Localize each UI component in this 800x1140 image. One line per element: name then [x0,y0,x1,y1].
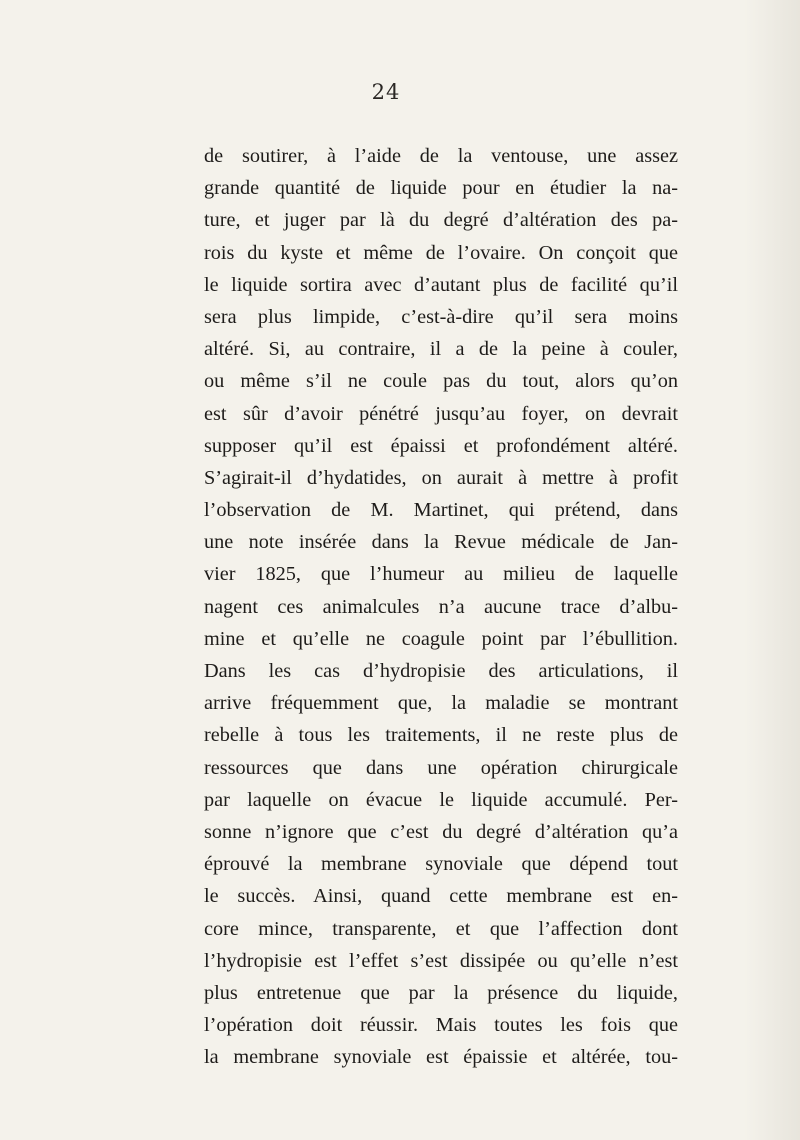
text-line: Dans les cas d’hydropisie des articulations, il [204,660,678,682]
text-line: rebelle à tous les traitements, il ne reste plus de [204,724,678,747]
text-line: ture, et juger par là du degré d’altération des pa- [204,209,678,232]
text-line: supposer qu’il est épaissi et profondément altéré. [204,434,678,457]
text-line: sera plus limpide, c’est-à-dire qu’il sera moins [204,305,678,328]
text-line: la membrane synoviale est épaissie et altérée, tou- [204,1046,678,1069]
text-line: ressources que dans une opération chirurgicale [204,756,678,779]
text-line: éprouvé la membrane synoviale que dépend tout [204,853,678,876]
text-line: core mince, transparente, et que l’affection dont [204,917,678,940]
text-line: ou même s’il ne coule pas du tout, alors qu’on [204,370,678,393]
page-number: 24 [371,80,401,104]
text-line: sonne n’ignore que c’est du degré d’altération qu’a [204,820,678,843]
text-line: grande quantité de liquide pour en étudier la na- [204,177,678,200]
text-line: une note insérée dans la Revue médicale de Jan- [204,531,678,554]
text-line: vier 1825, que l’humeur au milieu de laquelle [204,563,678,586]
text-line: S’agirait-il d’hydatides, on aurait à mettre à profit [204,466,678,489]
text-line: altéré. Si, au contraire, il a de la peine à couler, [204,338,678,361]
text-line: mine et qu’elle ne coagule point par l’ébullition. [204,627,678,650]
text-line: est sûr d’avoir pénétré jusqu’au foyer, on devrait [204,402,678,425]
text-line: l’hydropisie est l’effet s’est dissipée ou qu’elle n’est [204,949,678,972]
text-line: arrive fréquemment que, la maladie se montrant [204,692,678,715]
body-text [204,140,678,1073]
text-line: l’observation de M. Martinet, qui prétend, dans [204,499,678,522]
text-line: par laquelle on évacue le liquide accumulé. Per- [204,788,678,811]
text-line: plus entretenue que par la présence du liquide, [204,981,678,1004]
text-line: le liquide sortira avec d’autant plus de facilité qu’il [204,273,678,296]
text-line: de soutirer, à l’aide de la ventouse, une assez [204,145,678,167]
text-line: le succès. Ainsi, quand cette membrane est en- [204,885,678,908]
text-line: rois du kyste et même de l’ovaire. On conçoit que [204,241,678,264]
text-line: l’opération doit réussir. Mais toutes les fois que [204,1014,678,1037]
text-line: nagent ces animalcules n’a aucune trace d’albu- [204,595,678,618]
